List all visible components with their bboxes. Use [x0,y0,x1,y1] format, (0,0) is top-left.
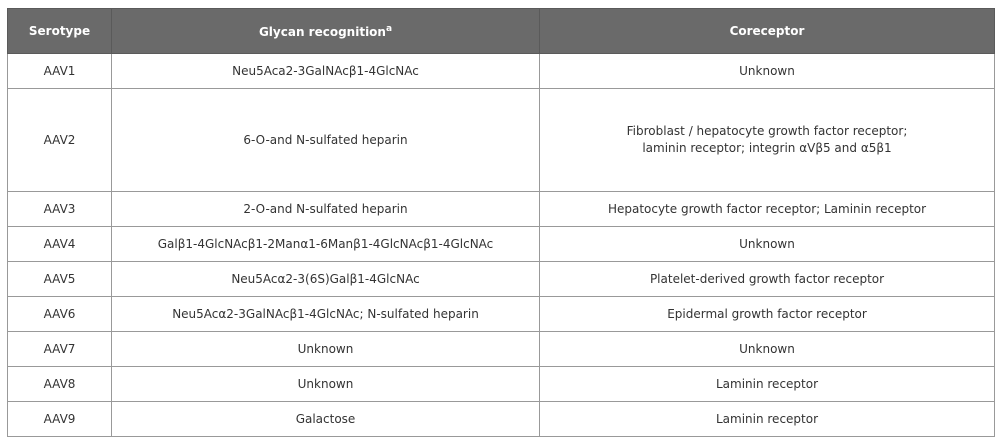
serotype-cell: AAV6 [8,297,112,332]
coreceptor-cell [540,262,995,297]
coreceptor-cell [540,227,995,262]
serotype-cell: AAV2 [8,89,112,192]
glycan-cell: 6-O-and N-sulfated heparin [112,89,540,192]
coreceptor-text: Unknown [739,236,795,251]
coreceptor-text: Laminin receptor [715,411,819,426]
header-serotype: Serotype [8,9,112,54]
serotype-cell: AAV1 [8,54,112,89]
serotype-cell: AAV3 [8,192,112,227]
glycan-cell: Neu5Acα2-3GalNAcβ1-4GlcNAc; N-sulfated heparin [112,297,540,332]
table-row [8,262,995,297]
table-container [7,8,995,437]
table-row [8,54,995,89]
header-glycan-recognition [112,9,540,54]
coreceptor-text: Fibroblast / hepatocyte growth factor receptor; [626,124,908,138]
coreceptor-cell [540,192,995,227]
serotype-cell: AAV7 [8,332,112,367]
glycan-cell: Galβ1-4GlcNAcβ1-2Manα1-6Manβ1-4GlcNAcβ1-4GlcNAc [112,227,540,262]
table-row [8,192,995,227]
coreceptor-text: Platelet-derived growth factor receptor [649,271,885,286]
coreceptor-cell [540,89,995,192]
serotype-cell: AAV5 [8,262,112,297]
table-row [8,367,995,402]
glycan-cell: Unknown [112,367,540,402]
coreceptor-cell [540,402,995,437]
coreceptor-cell [540,332,995,367]
table-row [8,297,995,332]
table-row [8,227,995,262]
serotype-cell: AAV4 [8,227,112,262]
header-row [8,9,995,54]
header-coreceptor: Coreceptor [540,9,995,54]
header-glycan-label: Glycan recognition [258,24,386,39]
table-row [8,89,995,192]
glycan-cell: Unknown [112,332,540,367]
coreceptor-text: Unknown [739,341,795,356]
serotype-cell: AAV8 [8,367,112,402]
coreceptor-text: Epidermal growth factor receptor [667,306,867,321]
coreceptor-text: Unknown [739,63,795,78]
coreceptor-cell [540,54,995,89]
glycan-cell: Neu5Acα2-3(6S)Galβ1-4GlcNAc [112,262,540,297]
glycan-cell: 2-O-and N-sulfated heparin [112,192,540,227]
table-row [8,402,995,437]
coreceptor-text: Hepatocyte growth factor receptor; Laminin receptor [607,201,927,216]
glycan-cell: Galactose [112,402,540,437]
coreceptor-cell [540,367,995,402]
coreceptor-text: Laminin receptor [715,376,819,391]
table-row [8,332,995,367]
aav-serotype-table [7,8,995,437]
glycan-cell: Neu5Aca2-3GalNAcβ1-4GlcNAc [112,54,540,89]
coreceptor-cell [540,297,995,332]
coreceptor-text: laminin receptor; integrin αVβ5 and α5β1 [642,141,892,155]
serotype-cell: AAV9 [8,402,112,437]
footnote-marker: a [385,23,393,34]
